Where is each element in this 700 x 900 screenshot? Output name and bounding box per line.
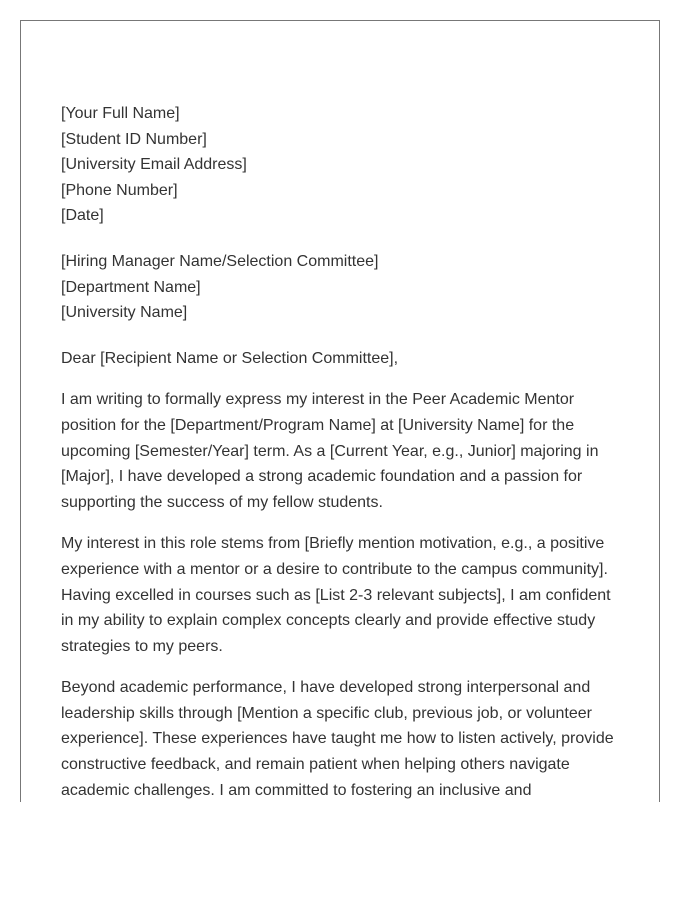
body-paragraph [61,531,621,659]
sender-student-id: [Student ID Number] [61,130,207,148]
paragraph-line: My interest in this role stems from [Briefly mention motivation, e.g., a positive [61,535,605,553]
salutation: Dear [Recipient Name or Selection Committee], [61,349,399,367]
recipient-block [61,249,621,326]
sender-email: [University Email Address] [61,156,247,174]
paragraph-line: upcoming [Semester/Year] term. As a [Current Year, e.g., Junior] majoring in [61,442,599,460]
paragraph-line: [Major], I have developed a strong academic foundation and a passion for [61,468,583,486]
paragraph-line: position for the [Department/Program Name] at [University Name] for the [61,416,575,434]
paragraph-line: Beyond academic performance, I have developed strong interpersonal and [61,679,591,697]
sender-block [61,101,621,229]
recipient-university: [University Name] [61,304,188,322]
paragraph-line: supporting the success of my fellow students. [61,493,383,511]
letter-date: [Date] [61,207,104,225]
letter-page [20,20,660,802]
letter-content [61,101,621,802]
paragraph-line: constructive feedback, and remain patient when helping others navigate [61,756,570,774]
recipient-name: [Hiring Manager Name/Selection Committee] [61,252,379,270]
paragraph-line: experience]. These experiences have taught me how to listen actively, provide [61,730,614,748]
paragraph-line: Having excelled in courses such as [List 2-3 relevant subjects], I am confident [61,586,611,604]
paragraph-line: I am writing to formally express my interest in the Peer Academic Mentor [61,391,575,409]
paragraph-line: academic challenges. I am committed to fostering an inclusive and [61,781,532,799]
sender-name: [Your Full Name] [61,105,180,122]
paragraph-line: experience with a mentor or a desire to contribute to the campus community]. [61,560,608,578]
sender-phone: [Phone Number] [61,181,178,199]
body-paragraph [61,675,621,802]
paragraph-line: in my ability to explain complex concepts clearly and provide effective study [61,612,596,630]
paragraph-line: leadership skills through [Mention a specific club, previous job, or volunteer [61,704,592,722]
body-paragraph [61,387,621,515]
paragraph-line: strategies to my peers. [61,637,223,655]
recipient-department: [Department Name] [61,278,201,296]
